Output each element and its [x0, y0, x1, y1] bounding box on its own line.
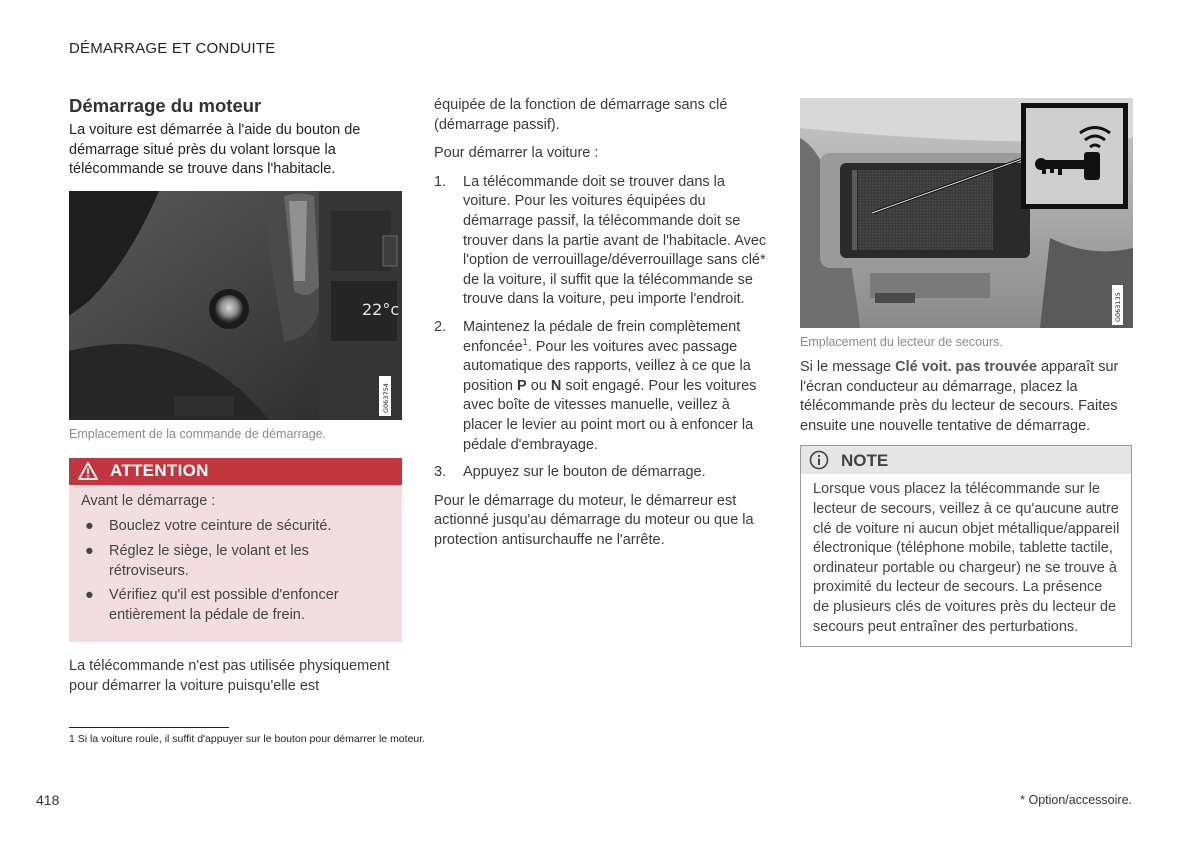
- step-item: [434, 318, 768, 455]
- step-item: [434, 173, 768, 310]
- list-item: ● Vérifiez qu'il est possible d'enfoncer entièrement la pédale de frein.: [85, 587, 339, 623]
- footnote: 1 Si la voiture roule, il suffit d'appuyer sur le bouton pour démarrer le moteur.: [69, 733, 426, 745]
- start-button-photo: [69, 191, 402, 420]
- note-title: NOTE: [841, 450, 889, 470]
- section-title: Démarrage du moteur: [69, 95, 262, 116]
- step-text: Maintenez la pédale de frein complètement enfoncée: [463, 318, 741, 355]
- note-box: [800, 445, 1132, 647]
- column-left: [69, 94, 402, 697]
- step-number: 2.: [434, 318, 447, 335]
- list-item: ● Réglez le siège, le volant et les rétroviseurs.: [85, 542, 309, 579]
- backup-reader-illustration: [800, 98, 1133, 328]
- step-text: . Pour les voitures avec passage automatique des rapports, veillez à ce que la position: [463, 338, 751, 394]
- closing-paragraph: Pour le démarrage du moteur, le démarreur est actionné jusqu'au démarrage du moteur ou que la protection antisurchauffe ne l'arrête.: [434, 492, 754, 548]
- attention-box: [69, 458, 402, 643]
- intro-paragraph: La voiture est démarrée à l'aide du bouton de démarrage situé près du volant lorsque la télécommande se trouve dans l'habitacle.: [69, 122, 361, 178]
- closing-paragraph: La télécommande n'est pas utilisée physiquement pour démarrer la voiture puisqu'elle est: [69, 658, 390, 694]
- list-item: ● Bouclez votre ceinture de sécurité.: [85, 518, 332, 535]
- image-caption: Emplacement du lecteur de secours.: [800, 335, 1003, 349]
- list-item-text: Réglez le siège, le volant et les rétroviseurs.: [109, 542, 309, 579]
- footnote-divider: [69, 727, 229, 728]
- paragraph-text: Si le message: [800, 359, 896, 375]
- steps-lead: Pour démarrer la voiture :: [434, 145, 599, 162]
- note-header: [801, 446, 1131, 474]
- column-right: [800, 98, 1133, 647]
- start-button-illustration: [69, 191, 402, 420]
- section-header: DÉMARRAGE ET CONDUITE: [69, 40, 276, 57]
- step-text: Appuyez sur le bouton de démarrage.: [463, 464, 706, 481]
- list-item-text: Vérifiez qu'il est possible d'enfoncer entièrement la pédale de frein.: [109, 587, 339, 623]
- continued-paragraph: équipée de la fonction de démarrage sans clé (démarrage passif).: [434, 97, 728, 133]
- backup-reader-photo: [800, 98, 1133, 328]
- warning-triangle-icon: [78, 462, 98, 480]
- attention-lead: Avant le démarrage :: [81, 492, 216, 509]
- gear-position-p: P: [517, 377, 527, 394]
- info-icon: [809, 450, 829, 470]
- step-number: 1.: [434, 173, 447, 190]
- footnote-ref: 1: [522, 336, 528, 347]
- option-note: * Option/accessoire.: [1020, 793, 1132, 807]
- step-text: soit engagé. Pour les voitures avec boîte de vitesses manuelle, veillez à placer le levier au point mort ou à enfoncer la pédale d'embrayage.: [463, 377, 757, 453]
- step-number: 3.: [434, 464, 447, 481]
- steps-list: [434, 173, 768, 483]
- step-item: [434, 463, 768, 483]
- image-caption: Emplacement de la commande de démarrage.: [69, 426, 327, 441]
- list-item-text: Bouclez votre ceinture de sécurité.: [109, 518, 332, 535]
- step-text: ou: [526, 377, 551, 394]
- column-middle: [434, 96, 768, 550]
- attention-header: [69, 458, 402, 485]
- message-text: Clé voit. pas trouvée: [895, 359, 1037, 375]
- image-code: G063754: [382, 382, 390, 413]
- temperature-display: 22°c: [362, 299, 400, 319]
- step-text: La télécommande doit se trouver dans la voiture. Pour les voitures équipées du démarrage passif, la télécommande doit se trouver dans la partie avant de l'habitacle. Avec l'option de verrouillage/déverrouillage sans clé* de la voiture, il suffit que la télécommande se trouve dans la voiture, peu importe l'endroit.: [463, 173, 767, 308]
- backup-reader-paragraph: [800, 358, 1133, 436]
- note-body: Lorsque vous placez la télécommande sur le lecteur de secours, veillez à ce qu'aucune autre clé de voiture ni aucun objet métallique/appareil électronique (téléphone mobile, tablette tactile, ordinateur portable ou chargeur) ne se trouve à proximité du lecteur de secours. La présence de plusieurs clés de voitures près du lecteur de secours peut entraîner des perturbations.: [813, 481, 1120, 635]
- gear-position-n: N: [550, 377, 562, 394]
- paragraph-text: apparaît sur l'écran conducteur au démarrage, placez la télécommande près du lecteur de secours. Faites ensuite une nouvelle tentative de démarrage.: [800, 359, 1119, 434]
- attention-title: ATTENTION: [110, 461, 209, 481]
- page-number: 418: [36, 792, 60, 808]
- image-code: G063135: [1114, 292, 1122, 322]
